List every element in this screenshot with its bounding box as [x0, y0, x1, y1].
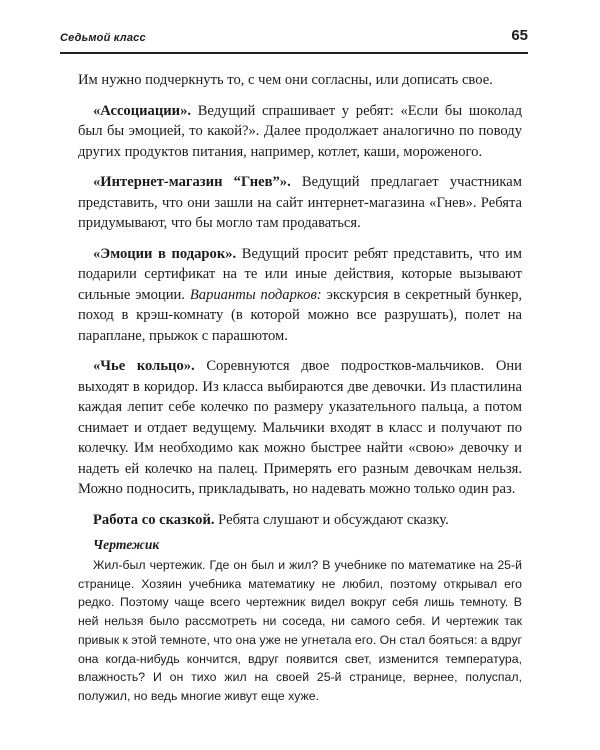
exercise-title: «Эмоции в подарок».	[93, 245, 237, 262]
exercise-title: «Интернет-магазин “Гнев”».	[93, 174, 291, 190]
paragraph-associations: «Ассоциации». Ведущий спрашивает у ребят: «Если бы шоколад был бы эмоцией, то какой?». Далее продолжает аналогично по поводу других продуктов питания, например, котлет, каши, мороженого.	[78, 102, 522, 160]
story-text: Жил-был чертежик. Где он был и жил? В учебнике по математике на 25-й странице. Хозяин учебника математику не любил, поэтому открывал его редко. Поэтому чаще всего чертежник видел вокруг себя лишь темноту. В ней нельзя было рассмотреть ни соседа, ни самого себя. И чертежик так привык к этой темноте, что она уже не угнетала его. Он стал бояться: а вдруг она когда-нибудь кончится, вдруг появится свет, изменится температура, влажность? И он тихо жил на своей 25-й странице, вернее, полуспал, полужил, но ведь многие живут еще хуже.	[78, 558, 522, 703]
page-number: 65	[511, 27, 528, 44]
exercise-title: Работа со сказкой.	[93, 511, 215, 528]
exercise-title: «Чье кольцо».	[93, 358, 195, 374]
paragraph-fairy-tale-work: Работа со сказкой. Ребята слушают и обсуждают сказку.	[93, 511, 449, 528]
exercise-title: «Ассоциации».	[93, 102, 192, 119]
paragraph-anger-shop: «Интернет-магазин “Гнев”». Ведущий предлагает участникам представить, что они зашли на сайт интернет-магазина «Гнев». Ребята придумывают, что бы могло там продаваться.	[78, 174, 522, 231]
page-body	[78, 70, 522, 706]
paragraph-emotions-gift: «Эмоции в подарок». Ведущий просит ребят представить, что им подарили сертификат на те или иные действия, которые вызывают сильные эмоции. Варианты подарков: экскурсия в секретный бункер, поход в крэш-комнату (в которой можно все разрушать), полет на параплане, прыжок с парашютом.	[78, 245, 523, 344]
paragraph-intro: Им нужно подчеркнуть то, с чем они согласны, или дописать свое.	[78, 72, 493, 88]
story-title: Чертежик	[93, 537, 160, 552]
paragraph-whose-ring: «Чье кольцо». Соревнуются двое подростков-мальчиков. Они выходят в коридор. Из класса выбираются две девочки. Из пластилина каждая лепит себе колечко по размеру указательного пальца, а потом снимает и отдает ведущему. Мальчики входят в класс и получают по колечку. Им необходимо как можно быстрее найти «свою» девочку и надеть ей колечко на палец. Примерять его разным девочкам нельзя. Можно подносить, прикладывать, но надевать можно только один раз.	[78, 358, 522, 497]
running-head: Седьмой класс	[60, 32, 146, 44]
page-header	[60, 24, 528, 54]
